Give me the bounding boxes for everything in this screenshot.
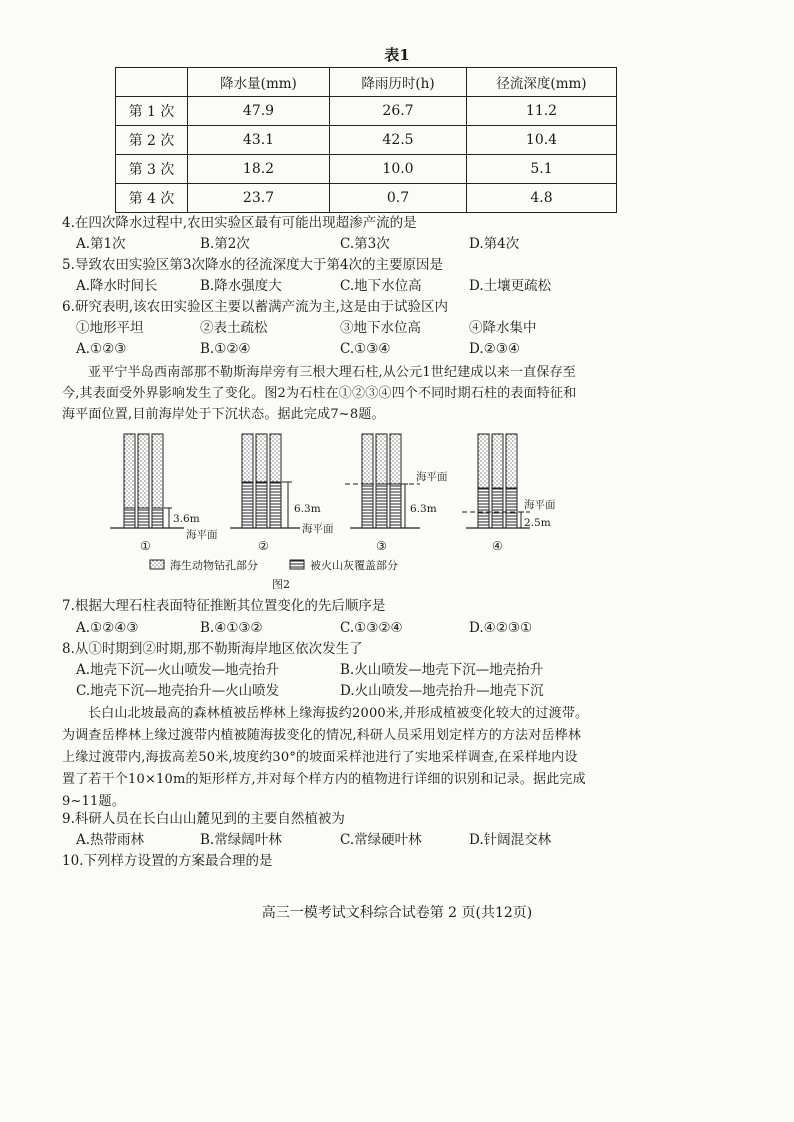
q6-stem: 6.研究表明,该农田实验区主要以蓄满产流为主,这是由于试验区内 (62, 299, 448, 315)
q4-stem: 4.在四次降水过程中,农田实验区最有可能出现超渗产流的是 (62, 215, 417, 231)
q6-statement-1: ①地形平坦 (76, 320, 144, 336)
q7-option-c: C.①③②④ (340, 620, 403, 636)
duration-cell: 0.7 (330, 184, 467, 213)
q4-option-a: A.第1次 (76, 236, 126, 252)
panel-1-number: ① (140, 539, 151, 553)
q8-option-b: B.火山喷发—地壳下沉—地壳抬升 (340, 662, 544, 678)
panel-3 (345, 434, 448, 553)
panel-4-sea-label: 海平面 (524, 499, 556, 511)
panel-3-number: ③ (376, 539, 387, 553)
q8-option-d: D.火山喷发—地壳抬升—地壳下沉 (340, 683, 544, 699)
table-header: 降水量(mm) (188, 68, 330, 97)
q4-option-d: D.第4次 (469, 236, 520, 252)
panel-4-number: ④ (492, 539, 503, 553)
panel-3-sea-label: 海平面 (416, 471, 448, 483)
passage-7-8-line: 亚平宁半岛西南部那不勒斯海岸旁有三根大理石柱,从公元1世纪建成以来一直保存至 (88, 365, 577, 380)
passage-7-8-line: 海平面位置,目前海岸处于下沉状态。据此完成7~8题。 (62, 407, 385, 422)
q7-option-a: A.①②④③ (76, 620, 139, 636)
q7-stem: 7.根据大理石柱表面特征推断其位置变化的先后顺序是 (62, 598, 386, 614)
table-caption: 表1 (384, 46, 410, 64)
q9-option-b: B.常绿阔叶林 (200, 832, 282, 848)
q9-stem: 9.科研人员在长白山山麓见到的主要自然植被为 (62, 811, 345, 827)
q4-option-b: B.第2次 (200, 236, 250, 252)
panel-2-sea-label: 海平面 (302, 523, 334, 535)
panel-1-sea-label: 海平面 (186, 529, 218, 541)
q8-option-a: A.地壳下沉—火山喷发—地壳抬升 (76, 662, 280, 678)
q6-option-c: C.①③④ (340, 341, 391, 357)
q9-option-c: C.常绿硬叶林 (340, 832, 422, 848)
q4-option-c: C.第3次 (340, 236, 390, 252)
table-header (116, 68, 188, 97)
panel-4 (462, 434, 556, 553)
page-footer: 高三一模考试文科综合试卷第 2 页(共12页) (261, 905, 533, 921)
table-row (116, 155, 617, 184)
table-row (116, 184, 617, 213)
passage-9-11-line: 为调查岳桦林上缘过渡带内植被随海拔变化的情况,科研人员采用划定样方的方法对岳桦林 (62, 728, 582, 743)
rain-cell: 47.9 (188, 97, 330, 126)
table-row (116, 126, 617, 155)
q5-option-c: C.地下水位高 (340, 278, 422, 294)
panel-2-height: 6.3m (294, 503, 321, 515)
q6-option-d: D.②③④ (469, 341, 520, 357)
q5-option-d: D.土壤更疏松 (469, 278, 552, 294)
q6-option-b: B.①②④ (200, 341, 251, 357)
rain-cell: 23.7 (188, 184, 330, 213)
q6-statement-3: ③地下水位高 (340, 320, 421, 336)
row-label: 第 1 次 (116, 97, 188, 126)
panel-2 (230, 434, 334, 553)
runoff-cell: 11.2 (467, 97, 617, 126)
q8-stem: 8.从①时期到②时期,那不勒斯海岸地区依次发生了 (62, 641, 363, 657)
legend-ash-label: 被火山灰覆盖部分 (310, 559, 398, 572)
row-label: 第 2 次 (116, 126, 188, 155)
q8-option-c: C.地壳下沉—地壳抬升—火山喷发 (76, 683, 280, 699)
row-label: 第 4 次 (116, 184, 188, 213)
q6-statement-2: ②表土疏松 (200, 320, 268, 336)
table-row (116, 97, 617, 126)
q5-stem: 5.导致农田实验区第3次降水的径流深度大于第4次的主要原因是 (62, 257, 444, 273)
panel-1-height: 3.6m (173, 513, 200, 525)
panel-3-height: 6.3m (410, 503, 437, 515)
runoff-cell: 5.1 (467, 155, 617, 184)
legend-bore-label: 海生动物钻孔部分 (170, 559, 258, 572)
passage-9-11-line: 9~11题。 (62, 794, 125, 809)
q10-stem: 10.下列样方设置的方案最合理的是 (62, 853, 273, 869)
precipitation-table (115, 67, 617, 213)
figure-2-pillars (100, 428, 600, 593)
duration-cell: 26.7 (330, 97, 467, 126)
panel-2-number: ② (258, 539, 269, 553)
duration-cell: 10.0 (330, 155, 467, 184)
duration-cell: 42.5 (330, 126, 467, 155)
passage-9-11-line: 置了若干个10×10m的矩形样方,并对每个样方内的植物进行详细的识别和记录。据此完成 (62, 772, 586, 787)
q6-statement-4: ④降水集中 (469, 320, 537, 336)
passage-9-11-line: 上缘过渡带内,海拔高差50米,坡度约30°的坡面采样池进行了实地采样调查,在采样地内设 (62, 750, 578, 765)
runoff-cell: 10.4 (467, 126, 617, 155)
table-header: 降雨历时(h) (330, 68, 467, 97)
q7-option-b: B.④①③② (200, 620, 263, 636)
row-label: 第 3 次 (116, 155, 188, 184)
table-header: 径流深度(mm) (467, 68, 617, 97)
q5-option-a: A.降水时间长 (76, 278, 158, 294)
q5-option-b: B.降水强度大 (200, 278, 282, 294)
rain-cell: 18.2 (188, 155, 330, 184)
q6-option-a: A.①②③ (76, 341, 127, 357)
table-header-row (116, 68, 617, 97)
figure-legend (150, 558, 398, 572)
rain-cell: 43.1 (188, 126, 330, 155)
panel-4-height: 2.5m (524, 517, 551, 529)
q7-option-d: D.④②③① (469, 620, 533, 636)
panel-1 (110, 434, 218, 553)
runoff-cell: 4.8 (467, 184, 617, 213)
passage-9-11-line: 长白山北坡最高的森林植被岳桦林上缘海拔约2000米,并形成植被变化较大的过渡带。 (88, 706, 589, 721)
passage-7-8-line: 今,其表面受外界影响发生了变化。图2为石柱在①②③④四个不同时期石柱的表面特征和 (62, 386, 577, 401)
q9-option-a: A.热带雨林 (76, 832, 145, 848)
q9-option-d: D.针阔混交林 (469, 832, 552, 848)
figure-caption: 图2 (272, 578, 290, 591)
